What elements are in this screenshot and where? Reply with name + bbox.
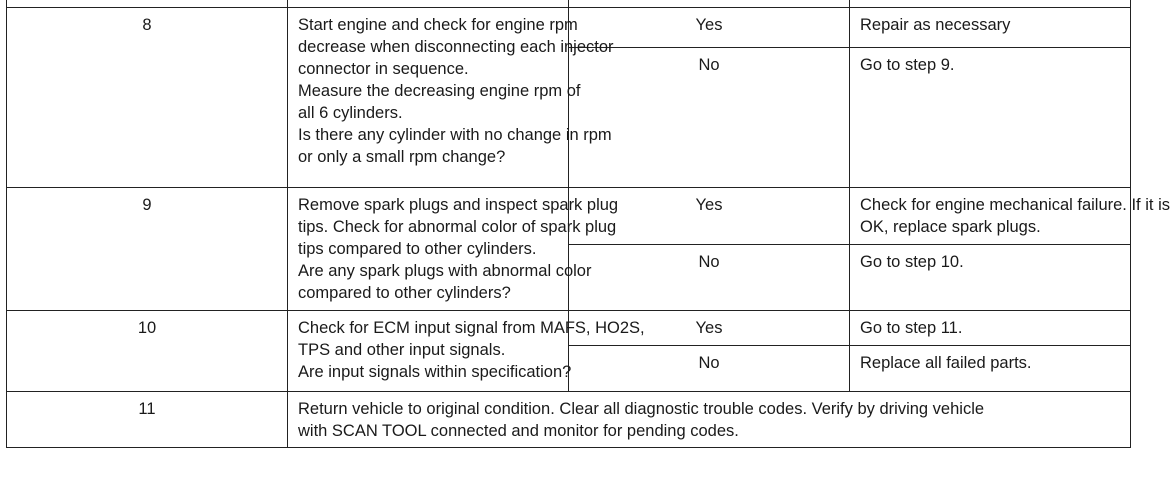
question-line: tips. Check for abnormal color of spark plug xyxy=(298,218,617,236)
no-action xyxy=(850,346,1131,392)
step-question xyxy=(288,188,619,311)
step-10-yes-row xyxy=(7,311,1131,346)
table-top-strip xyxy=(7,0,1131,8)
no-label: No xyxy=(569,48,850,188)
question-line: Remove spark plugs and inspect spark plug xyxy=(298,196,619,214)
question-line: connector in sequence. xyxy=(298,60,469,78)
step-8-yes-row xyxy=(7,8,1131,48)
question-line: Measure the decreasing engine rpm of xyxy=(298,82,581,100)
step-9-yes-row xyxy=(7,188,1131,245)
yes-action xyxy=(850,8,1131,48)
no-label: No xyxy=(569,346,850,392)
step-number: 8 xyxy=(7,8,288,188)
no-action xyxy=(850,245,1131,311)
yes-action xyxy=(850,311,1131,346)
action-line: OK, replace spark plugs. xyxy=(860,218,1041,236)
final-step-text xyxy=(288,392,1131,448)
step-number: 11 xyxy=(7,392,288,448)
question-line: decrease when disconnecting each injector xyxy=(298,38,614,56)
step-question xyxy=(288,311,645,392)
question-line: Check for ECM input signal from MAFS, HO2S, xyxy=(298,319,645,337)
yes-label: Yes xyxy=(569,188,850,245)
action-line: Go to step 11. xyxy=(860,319,963,337)
action-line: Repair as necessary xyxy=(860,16,1011,34)
no-action xyxy=(850,48,1131,188)
step-11-row xyxy=(7,392,1131,448)
action-line: Go to step 10. xyxy=(860,253,964,271)
question-line: Are any spark plugs with abnormal color xyxy=(298,262,592,280)
step-question xyxy=(288,8,614,188)
action-line: Replace all failed parts. xyxy=(860,354,1032,372)
step-number: 10 xyxy=(7,311,288,392)
final-text-line: Return vehicle to original condition. Clear all diagnostic trouble codes. Verify by driving vehicle xyxy=(298,400,985,418)
action-line: Go to step 9. xyxy=(860,56,955,74)
question-line: Start engine and check for engine rpm xyxy=(298,16,578,34)
no-label: No xyxy=(569,245,850,311)
yes-label: Yes xyxy=(569,311,850,346)
question-line: Are input signals within specification? xyxy=(298,363,572,381)
question-line: Is there any cylinder with no change in rpm xyxy=(298,126,612,144)
step-number: 9 xyxy=(7,188,288,311)
final-text-line: with SCAN TOOL connected and monitor for pending codes. xyxy=(298,422,739,440)
question-line: or only a small rpm change? xyxy=(298,148,506,166)
action-line: Check for engine mechanical failure. If it is xyxy=(860,196,1170,214)
yes-label: Yes xyxy=(569,8,850,48)
yes-action xyxy=(850,188,1170,245)
question-line: tips compared to other cylinders. xyxy=(298,240,537,258)
diagnostic-table xyxy=(6,0,1170,448)
question-line: TPS and other input signals. xyxy=(298,341,506,359)
question-line: compared to other cylinders? xyxy=(298,284,511,302)
question-line: all 6 cylinders. xyxy=(298,104,403,122)
